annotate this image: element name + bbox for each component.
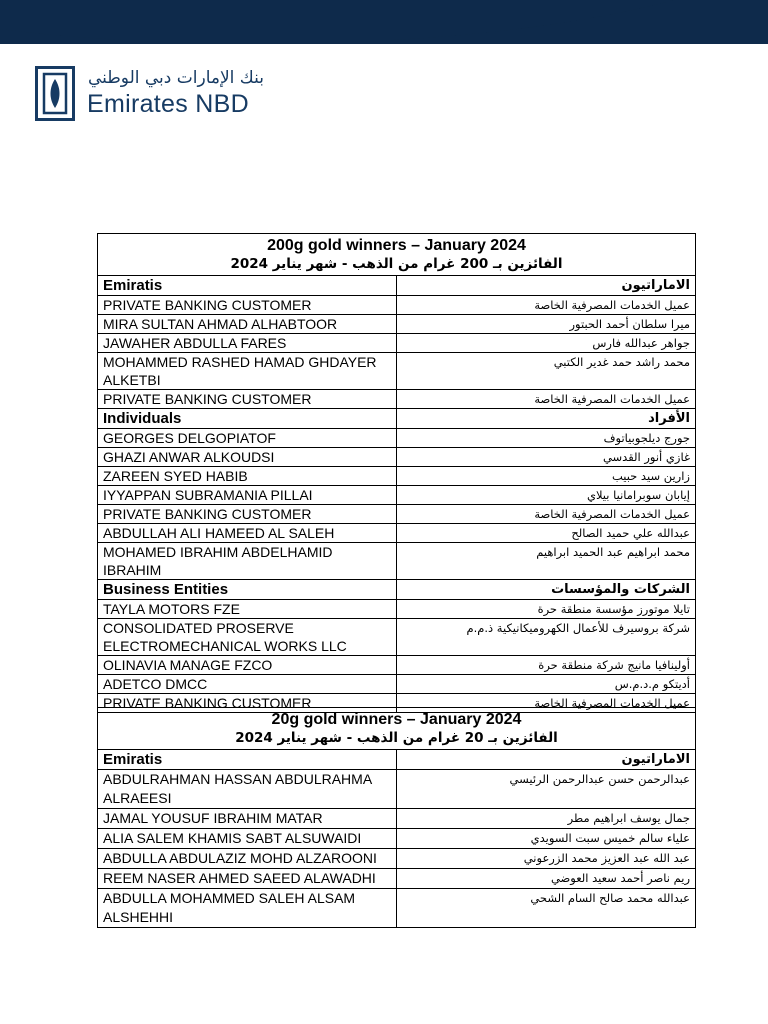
- winner-name-en: REEM NASER AHMED SAEED ALAWADHI: [98, 869, 397, 889]
- table-row: [98, 296, 696, 315]
- table-row: [98, 390, 696, 409]
- section-label-en: Emiratis: [98, 276, 397, 296]
- winner-name-ar: إيابان سوبرامانيا بيلاي: [397, 486, 696, 505]
- winner-name-ar: جورج ديلجوبياتوف: [397, 429, 696, 448]
- winner-name-en: PRIVATE BANKING CUSTOMER: [98, 296, 397, 315]
- winner-name-en: TAYLA MOTORS FZE: [98, 600, 397, 619]
- table-row: [98, 770, 696, 809]
- logo-arabic-name: بنك الإمارات دبي الوطني: [87, 68, 264, 88]
- section-label-ar: الأفراد: [397, 409, 696, 429]
- winner-name-ar: شركة بروسيرف للأعمال الكهروميكانيكية ذ.م.م: [397, 619, 696, 656]
- winner-name-ar: علياء سالم خميس سبت السويدي: [397, 829, 696, 849]
- section-label-en: Business Entities: [98, 580, 397, 600]
- table-row: [98, 889, 696, 928]
- table-title-ar: الفائزين بـ 200 غرام من الذهب - شهر يناير 2024: [230, 256, 563, 272]
- winner-name-ar: جمال يوسف ابراهيم مطر: [397, 809, 696, 829]
- winner-name-en: ALIA SALEM KHAMIS SABT ALSUWAIDI: [98, 829, 397, 849]
- table-row: [98, 829, 696, 849]
- section-label-en: Individuals: [98, 409, 397, 429]
- winner-name-ar: عبد الله عبد العزيز محمد الزرعوني: [397, 849, 696, 869]
- winner-name-en: ADETCO DMCC: [98, 675, 397, 694]
- section-header-business-entities: [98, 580, 696, 600]
- winner-name-ar: تايلا موتورز مؤسسة منطقة حرة: [397, 600, 696, 619]
- winner-name-en: ABDULRAHMAN HASSAN ABDULRAHMA ALRAEESI: [98, 770, 397, 809]
- section-header-emiratis: [98, 750, 696, 770]
- winner-name-en: MIRA SULTAN AHMAD ALHABTOOR: [98, 315, 397, 334]
- winner-name-en: IYYAPPAN SUBRAMANIA PILLAI: [98, 486, 397, 505]
- table-title: [98, 708, 696, 750]
- table-row: [98, 334, 696, 353]
- table-row: [98, 524, 696, 543]
- winner-name-en: PRIVATE BANKING CUSTOMER: [98, 390, 397, 409]
- section-label-ar: الاماراتيون: [397, 276, 696, 296]
- section-label-en: Emiratis: [98, 750, 397, 770]
- table-row: [98, 448, 696, 467]
- winner-name-ar: زارين سيد حبيب: [397, 467, 696, 486]
- winner-name-ar: محمد ابراهيم عبد الحميد ابراهيم: [397, 543, 696, 580]
- table-row: [98, 809, 696, 829]
- table-row: [98, 675, 696, 694]
- table-row: [98, 656, 696, 675]
- winner-name-ar: عميل الخدمات المصرفية الخاصة: [397, 390, 696, 409]
- winner-name-ar: محمد راشد حمد غدير الكتبي: [397, 353, 696, 390]
- section-label-ar: الشركات والمؤسسات: [397, 580, 696, 600]
- winner-name-en: ABDULLA ABDULAZIZ MOHD ALZAROONI: [98, 849, 397, 869]
- winner-name-en: OLINAVIA MANAGE FZCO: [98, 656, 397, 675]
- winner-name-ar: عبدالله محمد صالح السام الشحي: [397, 889, 696, 928]
- winner-name-ar: ميرا سلطان أحمد الحبتور: [397, 315, 696, 334]
- section-label-ar: الاماراتيون: [397, 750, 696, 770]
- table-row: [98, 429, 696, 448]
- table-title-en: 20g gold winners – January 2024: [271, 711, 522, 728]
- winner-name-en: GHAZI ANWAR ALKOUDSI: [98, 448, 397, 467]
- section-header-individuals: [98, 409, 696, 429]
- winner-name-en: CONSOLIDATED PROSERVE ELECTROMECHANICAL WORKS LLC: [98, 619, 397, 656]
- section-header-emiratis: [98, 276, 696, 296]
- winner-name-en: PRIVATE BANKING CUSTOMER: [98, 694, 397, 713]
- winner-name-ar: عميل الخدمات المصرفية الخاصة: [397, 505, 696, 524]
- table-row: [98, 315, 696, 334]
- winner-name-ar: جواهر عبدالله فارس: [397, 334, 696, 353]
- gold-20g-winners-table: [97, 707, 696, 928]
- winner-name-ar: أولينافيا مانيج شركة منطقة حرة: [397, 656, 696, 675]
- table-row: [98, 619, 696, 656]
- winner-name-en: JAMAL YOUSUF IBRAHIM MATAR: [98, 809, 397, 829]
- table-row: [98, 505, 696, 524]
- gold-200g-winners-table: [97, 233, 696, 713]
- winner-name-ar: عبدالرحمن حسن عبدالرحمن الرئيسي: [397, 770, 696, 809]
- table-row: [98, 543, 696, 580]
- winner-name-ar: ريم ناصر أحمد سعيد العوضي: [397, 869, 696, 889]
- table-title-en: 200g gold winners – January 2024: [267, 237, 526, 254]
- winner-name-en: ABDULLAH ALI HAMEED AL SALEH: [98, 524, 397, 543]
- winner-name-en: PRIVATE BANKING CUSTOMER: [98, 505, 397, 524]
- winner-name-en: MOHAMMED RASHED HAMAD GHDAYER ALKETBI: [98, 353, 397, 390]
- winner-name-en: ABDULLA MOHAMMED SALEH ALSAM ALSHEHHI: [98, 889, 397, 928]
- winner-name-ar: عبدالله علي حميد الصالح: [397, 524, 696, 543]
- winner-name-en: JAWAHER ABDULLA FARES: [98, 334, 397, 353]
- header-curve: [0, 0, 768, 44]
- winner-name-en: ZAREEN SYED HABIB: [98, 467, 397, 486]
- winner-name-ar: عميل الخدمات المصرفية الخاصة: [397, 296, 696, 315]
- table-row: [98, 467, 696, 486]
- winner-name-ar: أديتكو م.د.م.س: [397, 675, 696, 694]
- logo-english-name: Emirates NBD: [87, 90, 249, 118]
- table-title: [98, 234, 696, 276]
- winner-name-en: GEORGES DELGOPIATOF: [98, 429, 397, 448]
- winner-name-ar: غازي أنور القدسي: [397, 448, 696, 467]
- table-row: [98, 353, 696, 390]
- header-band: [0, 0, 768, 44]
- table-title-ar: الفائزين بـ 20 غرام من الذهب - شهر يناير 2024: [235, 730, 558, 746]
- table-row: [98, 600, 696, 619]
- table-row: [98, 486, 696, 505]
- winner-name-ar: عميل الخدمات المصرفية الخاصة: [397, 694, 696, 713]
- winner-name-en: MOHAMED IBRAHIM ABDELHAMID IBRAHIM: [98, 543, 397, 580]
- table-row: [98, 869, 696, 889]
- table-row: [98, 849, 696, 869]
- emirates-nbd-logo-icon: [35, 66, 75, 121]
